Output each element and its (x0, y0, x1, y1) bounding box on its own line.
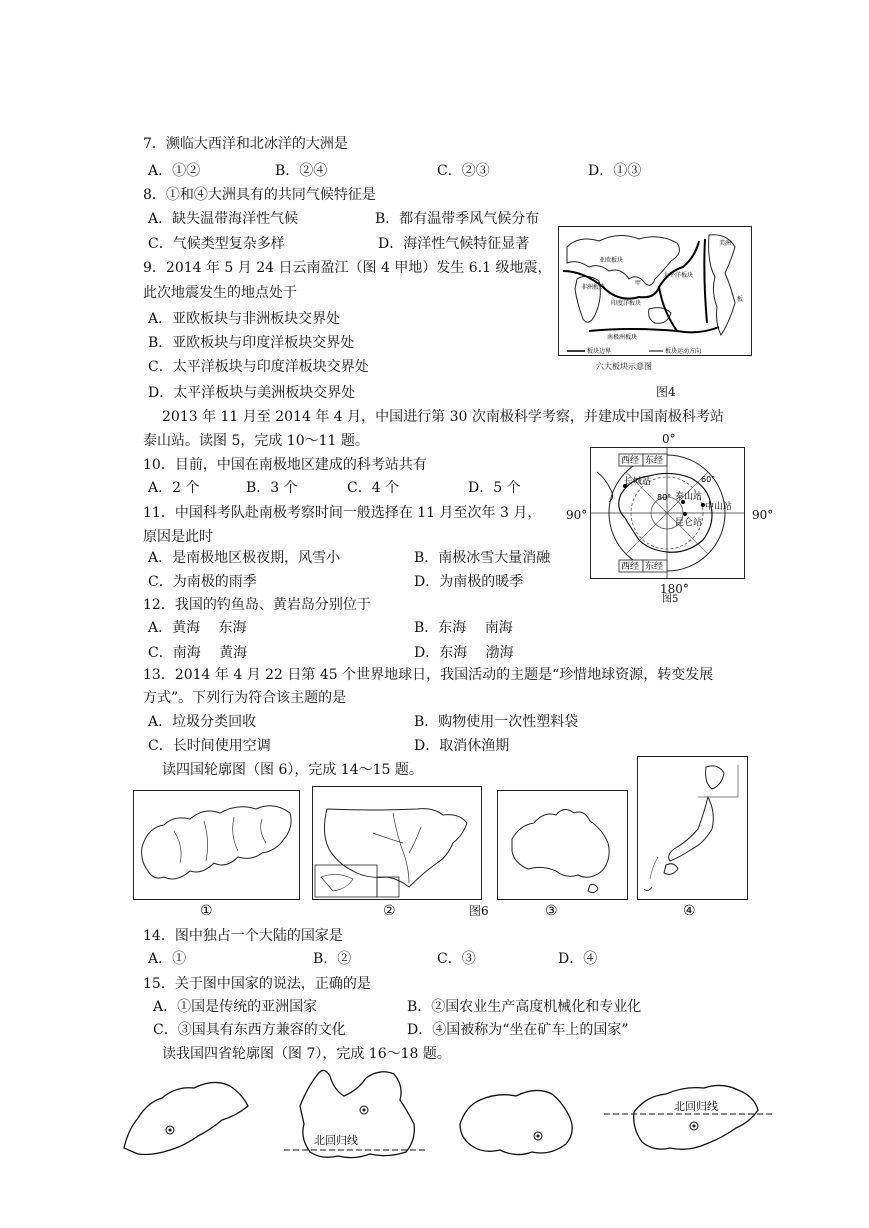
q12-option-d: D．东海 渤海 (414, 645, 514, 661)
figure-5-caption: 图5 (662, 594, 679, 605)
province-2-capital-dot (363, 1109, 366, 1112)
fig5-west-top: 西经 (621, 456, 640, 466)
figure-6-caption: 图6 (469, 904, 489, 918)
fig5-kunlun: 昆仑站 (675, 518, 703, 528)
province-4-capital-dot (693, 1125, 696, 1128)
russia-outline (134, 791, 299, 899)
q15-option-b: B．②国农业生产高度机械化和专业化 (407, 999, 642, 1015)
q12-option-b: B．东海 南海 (414, 620, 513, 636)
q9-stem-line2: 此次地震发生的地点处于 (143, 285, 297, 301)
q14-option-d: D．④ (558, 951, 598, 967)
figure-4-plate-map (558, 226, 752, 356)
q14-stem: 14．图中独占一个大陆的国家是 (143, 928, 343, 944)
q11-option-c: C．为南极的雨季 (148, 574, 257, 590)
q8-option-b: B．都有温带季风气候分布 (375, 211, 540, 227)
fig5-label-90e: 90° (752, 508, 774, 522)
fig5-zhongshan: 中山站 (705, 502, 733, 512)
q10-option-d: D．5 个 (468, 480, 521, 496)
q11-option-a: A．是南极地区极夜期，风雪小 (148, 550, 341, 566)
figure-6-country-2-usa (312, 786, 482, 900)
q10-option-b: B．3 个 (246, 480, 298, 496)
fig5-label-90w: 90° (566, 508, 588, 522)
fig6-label-1: ① (200, 903, 213, 919)
q8-stem: 8．①和④大洲具有的共同气候特征是 (143, 187, 376, 203)
q10-stem: 10．目前，中国在南极地区建成的科考站共有 (143, 457, 427, 473)
q13-stem-line2: 方式”。下列行为符合该主题的是 (143, 690, 347, 706)
q9-option-a: A．亚欧板块与非洲板块交界处 (148, 311, 341, 327)
figure-6-country-1-russia (133, 790, 300, 900)
q15-option-d: D．④国被称为“坐在矿车上的国家” (407, 1022, 629, 1038)
q11-stem-line1: 11．中国科考队赴南极考察时间一般选择在 11 月至次年 3 月， (143, 505, 542, 521)
q8-option-d: D．海洋性气候特征显著 (378, 236, 530, 252)
q9-option-d: D．太平洋板块与美洲板块交界处 (148, 385, 356, 401)
q9-stem-line1: 9．2014 年 5 月 24 日云南盈江（图 4 甲地）发生 6.1 级地震， (143, 260, 552, 276)
q7-option-d: D．①③ (588, 163, 642, 179)
q7-option-b: B．②④ (275, 163, 328, 179)
figure-5-antarctica-map (590, 447, 745, 579)
fig6-label-3: ③ (545, 903, 558, 919)
q9-option-c: C．太平洋板块与印度洋板块交界处 (148, 359, 369, 375)
q13-stem-line1: 13．2014 年 4 月 22 日第 45 个世界地球日，我国活动的主题是“珍惜地球资源，转变发展 (143, 667, 714, 683)
q15-stem: 15．关于图中国家的说法，正确的是 (143, 976, 371, 992)
q12-option-c: C．南海 黄海 (148, 645, 248, 661)
figure-7-province-outlines (118, 1066, 778, 1162)
q13-option-c: C．长时间使用空调 (148, 738, 271, 754)
figure-6-country-3-australia (497, 790, 628, 900)
q14-option-c: C．③ (437, 951, 476, 967)
q10-option-a: A．2 个 (148, 480, 200, 496)
q11-option-d: D．为南极的暖季 (414, 574, 524, 590)
label-antarctic-plate: 南极洲板块 (607, 334, 638, 341)
figure-6-country-4-japan (637, 756, 748, 900)
antarctica-map-drawing (591, 448, 744, 578)
fig5-label-0deg: 0° (662, 432, 676, 446)
fig5-west-bottom: 西经 (621, 562, 640, 572)
q12-option-a: A．黄海 东海 (148, 620, 247, 636)
intro-10-11-line1: 2013 年 11 月至 2014 年 4 月，中国进行第 30 次南极科学考察，并建成中国南极科考站 (162, 409, 724, 425)
q11-stem-line2: 原因是此时 (143, 529, 213, 545)
intro-10-11-line2: 泰山站。读图 5，完成 10～11 题。 (143, 433, 369, 449)
province-3-capital-dot (537, 1135, 540, 1138)
fig5-label-180deg: 180° (660, 582, 689, 596)
fig5-east-bottom: 东经 (645, 562, 664, 572)
figure-4-caption: 图4 (656, 385, 676, 399)
label-eurasia-plate: 亚欧板块 (599, 257, 624, 264)
q13-option-a: A．垃圾分类回收 (148, 714, 257, 730)
q11-option-b: B．南极冰雪大量消融 (414, 550, 551, 566)
q7-option-a: A．①② (148, 163, 201, 179)
province-4-outline (634, 1085, 758, 1149)
label-america: 美洲 (719, 240, 732, 247)
label-pacific-plate: 太平洋板块 (663, 272, 694, 279)
q14-option-a: A．① (148, 951, 187, 967)
label-jia: 甲 (635, 280, 642, 287)
q12-stem: 12．我国的钓鱼岛、黄岩岛分别位于 (143, 597, 371, 613)
q13-option-b: B．购物使用一次性塑料袋 (414, 714, 579, 730)
japan-outline (638, 757, 747, 899)
province-1-capital-dot (169, 1129, 172, 1132)
q15-option-c: C．③国具有东西方兼容的文化 (153, 1022, 346, 1038)
q15-option-a: A．①国是传统的亚洲国家 (153, 999, 318, 1015)
australia-outline (498, 791, 627, 899)
usa-outline (313, 787, 481, 899)
intro-16-18: 读我国四省轮廓图（图 7），完成 16～18 题。 (162, 1046, 451, 1062)
intro-14-15: 读四国轮廓图（图 6），完成 14～15 题。 (162, 762, 423, 778)
q8-option-c: C．气候类型复杂多样 (148, 236, 285, 252)
fig5-east-top: 东经 (645, 456, 664, 466)
fig5-taishan: 泰山站 (675, 492, 703, 502)
fig6-label-4: ④ (683, 903, 696, 919)
q14-option-b: B．② (313, 951, 352, 967)
plate-map-drawing (559, 227, 751, 355)
legend-motion: 板块运动方向 (665, 348, 702, 355)
label-africa-plate: 非洲板块 (581, 284, 606, 291)
fig5-lat60: 60° (701, 475, 716, 484)
q9-option-b: B．亚欧板块与印度洋板块交界处 (148, 335, 355, 351)
province-3-outline (460, 1090, 572, 1154)
fig5-changcheng: 长城站 (624, 477, 652, 487)
label-indian-plate: 印度洋板块 (611, 300, 642, 307)
tropic-label-2: 北回归线 (674, 1100, 718, 1113)
label-plate: 板 (737, 296, 744, 303)
q13-option-d: D．取消休渔期 (414, 738, 510, 754)
fig5-lat80: 80° (657, 493, 672, 502)
kunlun-station-marker (683, 512, 687, 516)
q10-option-c: C．4 个 (347, 480, 400, 496)
tropic-label-1: 北回归线 (314, 1134, 358, 1147)
figure-4-title: 六大板块示意图 (596, 362, 652, 371)
q7-option-c: C．②③ (437, 163, 490, 179)
q7-stem: 7．濒临大西洋和北冰洋的大洲是 (143, 136, 348, 152)
province-1-outline (124, 1082, 248, 1154)
q8-option-a: A．缺失温带海洋性气候 (148, 211, 299, 227)
fig6-label-2: ② (383, 903, 396, 919)
legend-boundary: 板块边界 (587, 348, 612, 355)
